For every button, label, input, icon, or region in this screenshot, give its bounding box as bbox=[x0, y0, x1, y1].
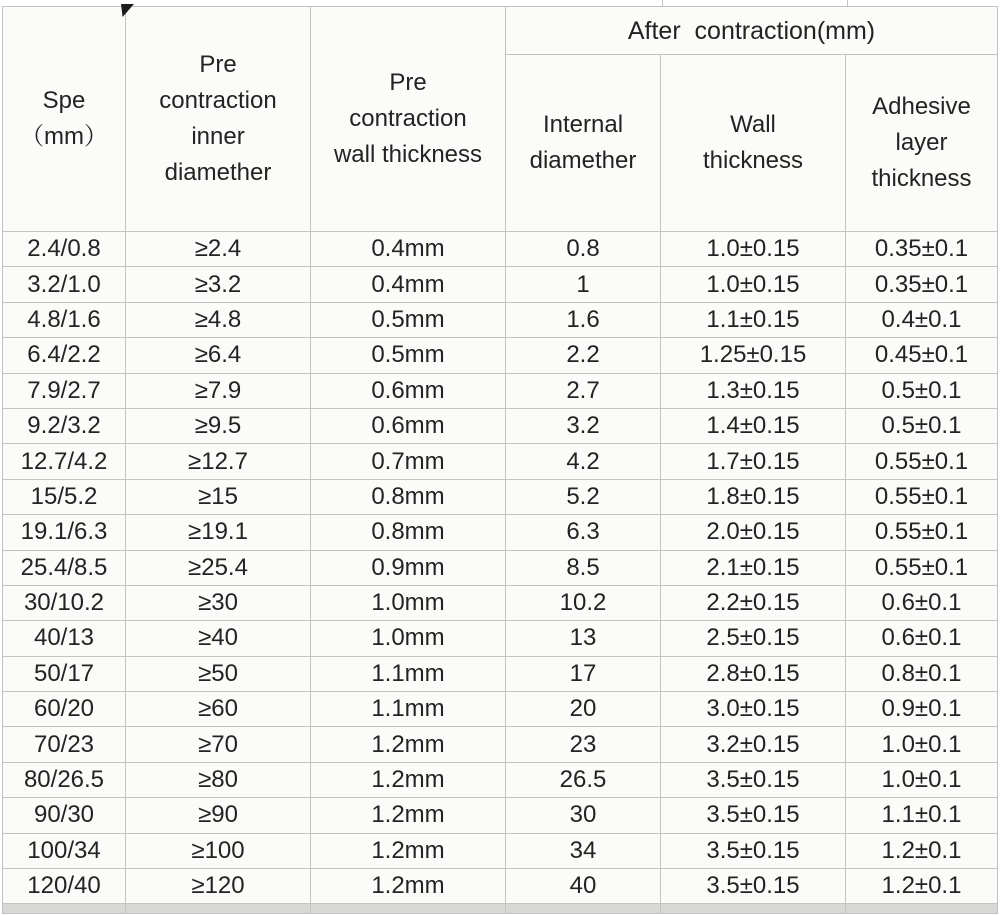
table-cell: 60/20 bbox=[3, 692, 126, 727]
table-row bbox=[3, 267, 998, 302]
table-cell: 1.1mm bbox=[311, 656, 506, 691]
table-cell: ≥12.7 bbox=[126, 444, 311, 479]
table-cell: 1.0mm bbox=[311, 621, 506, 656]
table-row bbox=[3, 798, 998, 833]
table-cell: 1.0±0.15 bbox=[661, 232, 846, 267]
table-row bbox=[3, 656, 998, 691]
table-row bbox=[3, 408, 998, 443]
table-cell: ≥50 bbox=[126, 656, 311, 691]
table-row bbox=[3, 727, 998, 762]
table-cell: ≥9.5 bbox=[126, 408, 311, 443]
table-cell: 8.5 bbox=[506, 550, 661, 585]
table-cell: ≥15 bbox=[126, 479, 311, 514]
table-cell: 19.1/6.3 bbox=[3, 515, 126, 550]
table-cell: 3.5±0.15 bbox=[661, 798, 846, 833]
table-cell: 1.25±0.15 bbox=[661, 338, 846, 373]
table-cell: 1.3±0.15 bbox=[661, 373, 846, 408]
table-cell: 2.4/0.8 bbox=[3, 232, 126, 267]
table-body bbox=[3, 232, 998, 904]
table-cell: 2.8±0.15 bbox=[661, 656, 846, 691]
table-cell: 1.2mm bbox=[311, 798, 506, 833]
table-cell: 2.7 bbox=[506, 373, 661, 408]
table-row bbox=[3, 621, 998, 656]
table-cell: 0.8±0.1 bbox=[846, 656, 998, 691]
table-cell: 2.2±0.15 bbox=[661, 585, 846, 620]
table-row bbox=[3, 585, 998, 620]
table-row bbox=[3, 444, 998, 479]
table-cell: 3.2/1.0 bbox=[3, 267, 126, 302]
table-cell: 50/17 bbox=[3, 656, 126, 691]
table-cell: 2.0±0.15 bbox=[661, 515, 846, 550]
table-cell: 1.0±0.1 bbox=[846, 762, 998, 797]
table-cell: 0.8 bbox=[506, 232, 661, 267]
table-cell: 1.2mm bbox=[311, 869, 506, 904]
table-cell: 6.3 bbox=[506, 515, 661, 550]
table-cell: 0.7mm bbox=[311, 444, 506, 479]
spec-table-container bbox=[2, 6, 997, 914]
table-cell: 17 bbox=[506, 656, 661, 691]
table-cell: 90/30 bbox=[3, 798, 126, 833]
table-cell: 15/5.2 bbox=[3, 479, 126, 514]
table-row bbox=[3, 302, 998, 337]
table-cell: ≥60 bbox=[126, 692, 311, 727]
empty-cell bbox=[311, 904, 506, 914]
table-row bbox=[3, 762, 998, 797]
table-cell: 1.4±0.15 bbox=[661, 408, 846, 443]
table-cell: 40 bbox=[506, 869, 661, 904]
table-cell: 13 bbox=[506, 621, 661, 656]
col-header-pre-wall-thickness: Pre contraction wall thickness bbox=[311, 7, 506, 232]
table-cell: 1.7±0.15 bbox=[661, 444, 846, 479]
table-cell: 9.2/3.2 bbox=[3, 408, 126, 443]
table-cell: 40/13 bbox=[3, 621, 126, 656]
table-cell: 7.9/2.7 bbox=[3, 373, 126, 408]
col-group-header-after-contraction: After contraction(mm) bbox=[506, 7, 998, 55]
table-cell: 0.55±0.1 bbox=[846, 444, 998, 479]
table-row bbox=[3, 550, 998, 585]
table-cell: 12.7/4.2 bbox=[3, 444, 126, 479]
table-row bbox=[3, 232, 998, 267]
table-cell: 0.5±0.1 bbox=[846, 373, 998, 408]
table-cell: 0.4mm bbox=[311, 232, 506, 267]
table-cell: ≥70 bbox=[126, 727, 311, 762]
col-header-pre-inner-diameter: Pre contraction inner diamether bbox=[126, 7, 311, 232]
heat-shrink-spec-table bbox=[2, 6, 998, 914]
empty-cell bbox=[846, 904, 998, 914]
table-cell: 0.6±0.1 bbox=[846, 585, 998, 620]
table-row bbox=[3, 515, 998, 550]
table-cell: ≥90 bbox=[126, 798, 311, 833]
table-cell: 0.9mm bbox=[311, 550, 506, 585]
table-cell: 2.5±0.15 bbox=[661, 621, 846, 656]
table-cell: 10.2 bbox=[506, 585, 661, 620]
table-cell: 0.35±0.1 bbox=[846, 267, 998, 302]
empty-cell bbox=[506, 904, 661, 914]
table-row bbox=[3, 692, 998, 727]
table-cell: 120/40 bbox=[3, 869, 126, 904]
table-cell: 34 bbox=[506, 833, 661, 868]
table-cell: 1.2mm bbox=[311, 833, 506, 868]
table-cell: 30/10.2 bbox=[3, 585, 126, 620]
table-cell: 2.2 bbox=[506, 338, 661, 373]
table-cell: ≥4.8 bbox=[126, 302, 311, 337]
table-footer bbox=[3, 904, 998, 914]
table-cell: 1.1mm bbox=[311, 692, 506, 727]
table-cell: ≥25.4 bbox=[126, 550, 311, 585]
table-cell: 4.8/1.6 bbox=[3, 302, 126, 337]
col-header-spe: Spe （mm） bbox=[3, 7, 126, 232]
table-cell: 100/34 bbox=[3, 833, 126, 868]
table-cell: 0.45±0.1 bbox=[846, 338, 998, 373]
table-cell: 0.35±0.1 bbox=[846, 232, 998, 267]
table-row bbox=[3, 479, 998, 514]
table-cell: 3.2±0.15 bbox=[661, 727, 846, 762]
table-cell: 1.8±0.15 bbox=[661, 479, 846, 514]
table-row bbox=[3, 869, 998, 904]
table-cell: 3.0±0.15 bbox=[661, 692, 846, 727]
table-cell: ≥80 bbox=[126, 762, 311, 797]
table-cell: 0.55±0.1 bbox=[846, 515, 998, 550]
table-cell: 1.0±0.15 bbox=[661, 267, 846, 302]
table-cell: 20 bbox=[506, 692, 661, 727]
table-cell: 3.5±0.15 bbox=[661, 762, 846, 797]
table-cell: 0.5mm bbox=[311, 302, 506, 337]
table-cell: 23 bbox=[506, 727, 661, 762]
empty-cell bbox=[661, 904, 846, 914]
table-cell: 0.55±0.1 bbox=[846, 550, 998, 585]
table-cell: 1.0mm bbox=[311, 585, 506, 620]
table-cell: 0.5mm bbox=[311, 338, 506, 373]
table-cell: ≥7.9 bbox=[126, 373, 311, 408]
table-cell: ≥30 bbox=[126, 585, 311, 620]
table-cell: ≥120 bbox=[126, 869, 311, 904]
table-cell: ≥2.4 bbox=[126, 232, 311, 267]
table-cell: ≥40 bbox=[126, 621, 311, 656]
table-cell: 0.9±0.1 bbox=[846, 692, 998, 727]
col-header-adhesive-layer-thickness: Adhesive layer thickness bbox=[846, 55, 998, 232]
table-header bbox=[3, 7, 998, 232]
table-cell: ≥19.1 bbox=[126, 515, 311, 550]
table-cell: 1.1±0.15 bbox=[661, 302, 846, 337]
col-header-internal-diameter: Internal diamether bbox=[506, 55, 661, 232]
table-cell: 1.0±0.1 bbox=[846, 727, 998, 762]
table-cell: 2.1±0.15 bbox=[661, 550, 846, 585]
table-row bbox=[3, 338, 998, 373]
table-cell: 3.5±0.15 bbox=[661, 833, 846, 868]
table-cell: 6.4/2.2 bbox=[3, 338, 126, 373]
table-cell: 70/23 bbox=[3, 727, 126, 762]
table-cell: 0.6mm bbox=[311, 408, 506, 443]
table-cell: 0.8mm bbox=[311, 515, 506, 550]
table-cell: 1.2±0.1 bbox=[846, 833, 998, 868]
table-cell: 1.1±0.1 bbox=[846, 798, 998, 833]
table-cell: 3.5±0.15 bbox=[661, 869, 846, 904]
table-cell: 1.2±0.1 bbox=[846, 869, 998, 904]
table-cell: 1.6 bbox=[506, 302, 661, 337]
table-cell: 0.4±0.1 bbox=[846, 302, 998, 337]
table-cell: 25.4/8.5 bbox=[3, 550, 126, 585]
table-row bbox=[3, 833, 998, 868]
table-cell: 5.2 bbox=[506, 479, 661, 514]
table-cell: 0.4mm bbox=[311, 267, 506, 302]
table-cell: ≥100 bbox=[126, 833, 311, 868]
table-cell: ≥6.4 bbox=[126, 338, 311, 373]
table-cell: 30 bbox=[506, 798, 661, 833]
table-cell: 1.2mm bbox=[311, 727, 506, 762]
table-cell: 0.55±0.1 bbox=[846, 479, 998, 514]
table-cell: 0.5±0.1 bbox=[846, 408, 998, 443]
empty-cell bbox=[3, 904, 126, 914]
table-cell: 3.2 bbox=[506, 408, 661, 443]
empty-cell bbox=[126, 904, 311, 914]
clipped-partial-row bbox=[3, 904, 998, 914]
header-row-top bbox=[3, 7, 998, 55]
table-cell: 4.2 bbox=[506, 444, 661, 479]
table-cell: 26.5 bbox=[506, 762, 661, 797]
table-cell: 80/26.5 bbox=[3, 762, 126, 797]
table-cell: 0.6mm bbox=[311, 373, 506, 408]
table-cell: 1 bbox=[506, 267, 661, 302]
table-cell: 0.8mm bbox=[311, 479, 506, 514]
table-row bbox=[3, 373, 998, 408]
col-header-wall-thickness: Wall thickness bbox=[661, 55, 846, 232]
table-cell: 0.6±0.1 bbox=[846, 621, 998, 656]
table-cell: ≥3.2 bbox=[126, 267, 311, 302]
table-cell: 1.2mm bbox=[311, 762, 506, 797]
